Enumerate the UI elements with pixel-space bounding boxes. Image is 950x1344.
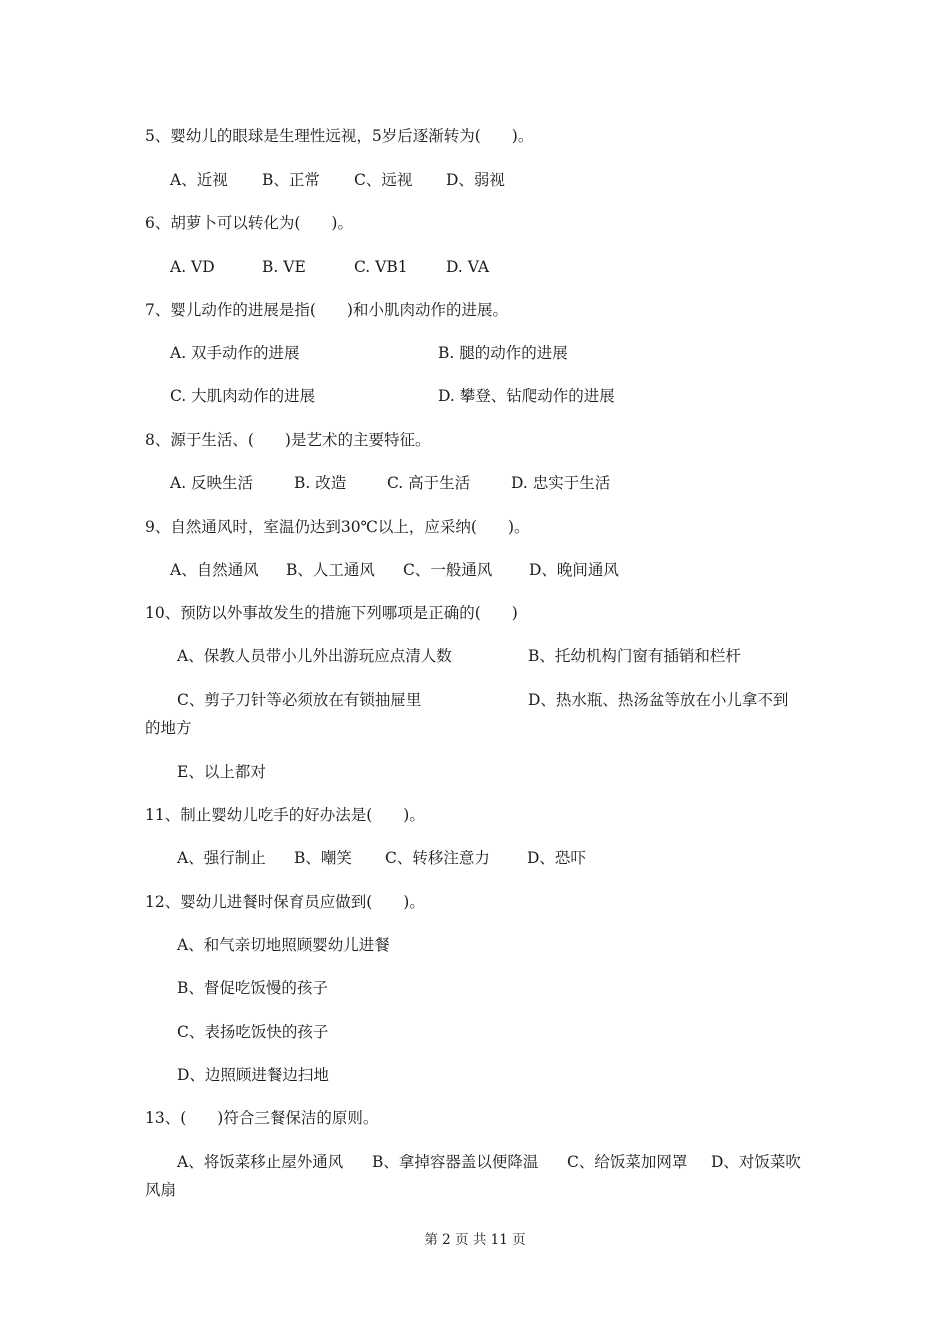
option: A、保教人员带小儿外出游玩应点清人数 [177, 647, 452, 665]
option: C. 大肌肉动作的进展 [170, 387, 316, 405]
option: C、剪子刀针等必须放在有锁抽屉里 [177, 691, 422, 709]
option: A. VD [170, 258, 215, 276]
option: B、人工通风 [286, 561, 375, 579]
question-10-options-row2 [177, 690, 788, 710]
option: C. 高于生活 [387, 474, 471, 492]
option: D. 忠实于生活 [511, 474, 611, 492]
option: D、弱视 [446, 171, 505, 189]
option: D、恐吓 [527, 849, 586, 867]
option: C. VB1 [354, 258, 408, 276]
question-7-stem: 7、婴儿动作的进展是指( )和小肌肉动作的进展。 [145, 301, 508, 319]
question-10-option-d-continuation: 的地方 [145, 719, 192, 737]
option: B、嘲笑 [294, 849, 352, 867]
option: A、自然通风 [170, 561, 259, 579]
option: C、转移注意力 [385, 849, 490, 867]
question-12-option-a: A、和气亲切地照顾婴幼儿进餐 [177, 936, 390, 954]
question-9-stem: 9、自然通风时，室温仍达到30℃以上，应采纳( )。 [145, 518, 530, 536]
question-13-options [177, 1152, 801, 1172]
question-9-options [170, 560, 619, 580]
option: B、拿掉容器盖以便降温 [372, 1153, 539, 1171]
question-13-stem: 13、( )符合三餐保洁的原则。 [145, 1109, 379, 1127]
option: D、晚间通风 [529, 561, 619, 579]
option: A、强行制止 [177, 849, 266, 867]
option: B. 腿的动作的进展 [438, 344, 568, 362]
option: A、将饭菜移止屋外通风 [177, 1153, 344, 1171]
question-13-option-d-continuation: 风扇 [145, 1181, 177, 1199]
option: B. VE [262, 258, 306, 276]
question-7-options-row2 [170, 386, 615, 406]
option: D. VA [446, 258, 490, 276]
question-12-stem: 12、婴幼儿进餐时保育员应做到( )。 [145, 893, 425, 911]
question-8-stem: 8、源于生活、( )是艺术的主要特征。 [145, 431, 431, 449]
option: D. 攀登、钻爬动作的进展 [438, 387, 615, 405]
option: B. 改造 [294, 474, 347, 492]
option: C、远视 [354, 171, 413, 189]
option: B、托幼机构门窗有插销和栏杆 [528, 647, 741, 665]
question-12-option-b: B、督促吃饭慢的孩子 [177, 979, 328, 997]
option: D、热水瓶、热汤盆等放在小儿拿不到 [528, 691, 789, 709]
question-11-stem: 11、制止婴幼儿吃手的好办法是( )。 [145, 806, 425, 824]
question-11-options [177, 848, 586, 868]
option: C、给饭菜加网罩 [567, 1153, 688, 1171]
option: B、正常 [262, 171, 320, 189]
question-12-option-d: D、边照顾进餐边扫地 [177, 1066, 329, 1084]
page-number-footer: 第 2 页 共 11 页 [424, 1232, 526, 1248]
question-10-stem: 10、预防以外事故发生的措施下列哪项是正确的( ) [145, 604, 518, 622]
question-8-options [170, 473, 610, 493]
question-6-options [170, 257, 489, 277]
question-12-option-c: C、表扬吃饭快的孩子 [177, 1023, 329, 1041]
question-10-option-e: E、以上都对 [177, 763, 266, 781]
question-5-stem: 5、婴幼儿的眼球是生理性远视，5岁后逐渐转为( )。 [145, 127, 534, 145]
option: A. 双手动作的进展 [170, 344, 300, 362]
question-10-options-row1 [177, 646, 741, 666]
option: A. 反映生活 [170, 474, 254, 492]
question-6-stem: 6、胡萝卜可以转化为( )。 [145, 214, 353, 232]
option: C、一般通风 [403, 561, 493, 579]
question-7-options-row1 [170, 343, 568, 363]
option: D、对饭菜吹 [711, 1153, 801, 1171]
question-5-options [170, 170, 505, 190]
option: A、近视 [170, 171, 228, 189]
